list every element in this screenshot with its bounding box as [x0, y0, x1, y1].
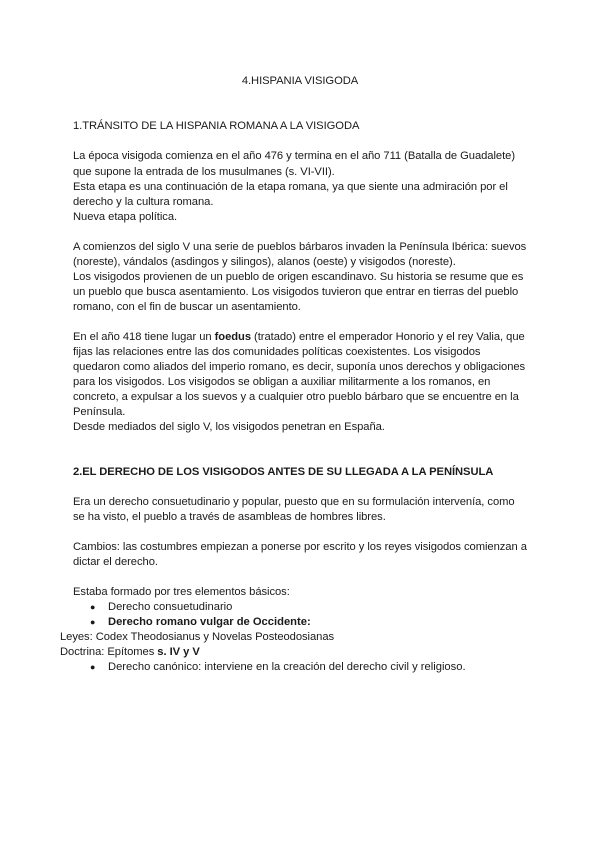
foedus-pre: En el año 418 tiene lugar un [73, 331, 215, 343]
document-title: 4.HISPANIA VISIGODA [241, 75, 359, 87]
paragraph-line: Cambios: las costumbres empiezan a ponerse por escrito y los reyes visigodos comienzan a [73, 541, 527, 553]
paragraph-line: Esta etapa es una continuación de la etapa romana, ya que siente una admiración por el [73, 181, 508, 193]
paragraph-line: derecho y la cultura romana. [73, 196, 214, 208]
doctrina-pre: Doctrina: Epítomes [60, 646, 158, 658]
paragraph-line [73, 330, 525, 344]
bullet-icon: ● [90, 662, 96, 672]
paragraph-line: A comienzos del siglo V una serie de pueblos bárbaros invaden la Península Ibérica: suevos [73, 241, 527, 253]
doctrina-line [60, 645, 200, 659]
paragraph-line: dictar el derecho. [73, 556, 158, 568]
foedus-term: foedus [214, 331, 251, 343]
paragraph-line: Desde mediados del siglo V, los visigodos penetran en España. [73, 421, 385, 433]
paragraph-line: (noreste), vándalos (asdingos y silingos), alanos (oeste) y visigodos (noreste). [73, 256, 456, 268]
list-item: Derecho romano vulgar de Occidente: [108, 616, 311, 628]
paragraph-line: fijas las relaciones entre las dos comunidades políticas coexistentes. Los visigodos [73, 346, 481, 358]
list-item: Derecho consuetudinario [108, 601, 233, 613]
paragraph-line: romano, con el fin de buscar un asentamiento. [73, 301, 301, 313]
paragraph-line: Los visigodos provienen de un pueblo de origen escandinavo. Su historia se resume que es [73, 271, 524, 283]
doctrina-bold: s. IV y V [157, 646, 200, 658]
elements-intro: Estaba formado por tres elementos básicos: [73, 586, 290, 598]
paragraph-line: Nueva etapa política. [73, 211, 178, 223]
list-item: Derecho canónico: interviene en la creación del derecho civil y religioso. [108, 661, 466, 673]
section-2-heading: 2.EL DERECHO DE LOS VISIGODOS ANTES DE SU LLEGADA A LA PENÍNSULA [73, 466, 494, 478]
paragraph-line: concreto, a expulsar a los suevos y a cualquier otro pueblo bárbaro que se encuentre en la [73, 391, 519, 403]
section-1-heading: 1.TRÁNSITO DE LA HISPANIA ROMANA A LA VISIGODA [73, 120, 360, 132]
paragraph-line: un pueblo que busca asentamiento. Los visigodos tuvieron que entrar en tierras del pueblo [73, 286, 519, 298]
paragraph-line: para los visigodos. Los visigodos se obligan a auxiliar militarmente a los romanos, en [73, 376, 491, 388]
paragraph-line: que supone la entrada de los musulmanes (s. VI-VII). [73, 166, 335, 178]
bullet-icon: ● [90, 602, 96, 612]
paragraph-line: se ha visto, el pueblo a través de asambleas de hombres libres. [73, 511, 386, 523]
paragraph-line: Península. [73, 406, 126, 418]
leyes-line: Leyes: Codex Theodosianus y Novelas Posteodosianas [60, 631, 335, 643]
bullet-icon: ● [90, 617, 96, 627]
paragraph-line: quedaron como aliados del imperio romano, es decir, suponía unos derechos y obligaciones [73, 361, 526, 373]
paragraph-line: La época visigoda comienza en el año 476 y termina en el año 711 (Batalla de Guadalete) [73, 150, 515, 162]
paragraph-line: Era un derecho consuetudinario y popular, puesto que en su formulación intervenía, como [73, 496, 515, 508]
foedus-post: (tratado) entre el emperador Honorio y el rey Valia, que [251, 331, 525, 343]
